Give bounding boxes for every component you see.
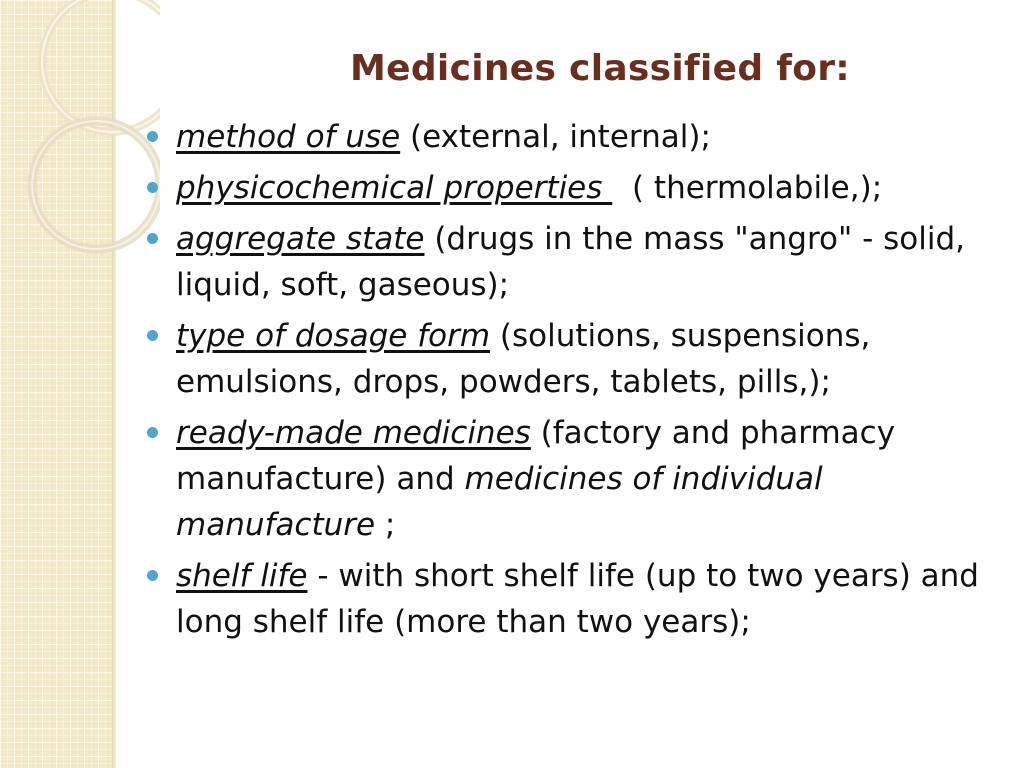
- item-term: shelf life: [176, 558, 308, 594]
- list-item: [130, 114, 1000, 160]
- item-term: ready-made medicines: [176, 415, 531, 451]
- bullet-icon: [147, 570, 158, 581]
- item-text: ( thermolabile,);: [612, 170, 883, 206]
- item-text: - with short shelf life (up to two years) and long shelf life (more than two years);: [176, 558, 979, 640]
- bullet-icon: [147, 131, 158, 142]
- bullet-icon: [147, 330, 158, 341]
- item-tail: ;: [375, 507, 396, 543]
- item-text: (factory and pharmacy manufacture) and: [176, 415, 896, 497]
- page-title: Medicines classified for:: [350, 48, 850, 89]
- item-text: (drugs in the mass "angro" - solid, liquid, soft, gaseous);: [176, 221, 966, 303]
- bullet-icon: [147, 182, 158, 193]
- item-term: method of use: [176, 119, 401, 155]
- list-item: [130, 216, 1000, 308]
- bullet-icon: [147, 233, 158, 244]
- list-item: [130, 313, 1000, 405]
- item-italic-text: medicines of individual manufacture: [176, 461, 823, 543]
- bullet-icon: [147, 427, 158, 438]
- list-item: [130, 410, 1000, 548]
- list-item: [130, 165, 1000, 211]
- item-text: (solutions, suspensions, emulsions, drops, powders, tablets, pills,);: [176, 318, 871, 400]
- item-term: type of dosage form: [176, 318, 491, 354]
- item-term: physicochemical properties: [176, 170, 613, 206]
- list-item: [130, 553, 1000, 645]
- classification-list: [130, 114, 1000, 650]
- item-text: (external, internal);: [400, 119, 711, 155]
- item-term: aggregate state: [176, 221, 425, 257]
